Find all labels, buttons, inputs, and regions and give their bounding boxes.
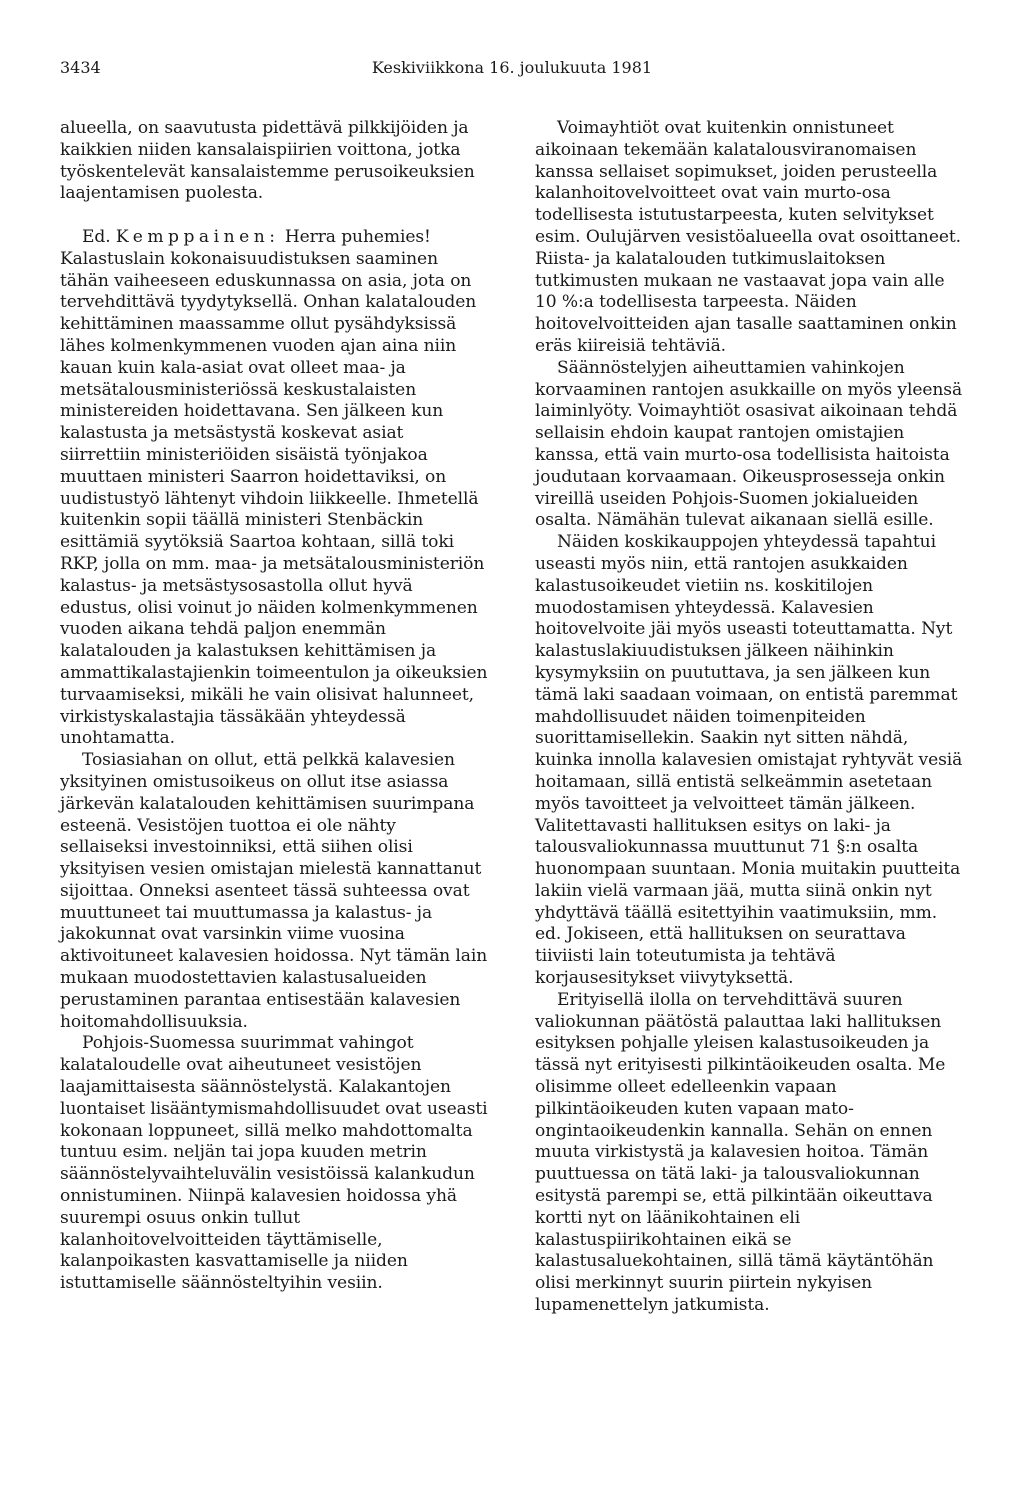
right-column — [535, 118, 963, 1317]
left-column — [60, 118, 488, 1295]
paragraph: alueella, on saavutusta pidettävä pilkkijöiden ja kaikkien niiden kansalaispiirien voittona, jotka työskentelevät kansalaistemme perusoikeuksien laajentamisen puolesta. — [60, 118, 475, 204]
speech-text: Herra puhemies! Kalastuslain kokonaisuudistuksen saaminen tähän vaiheeseen eduskunnassa on asia, jota on tervehdittävä tyydytyksellä. Onhan kalatalouden kehittäminen maassamme ollut pysähdyksissä lähes kolmenkymmenen vuoden ajan aina niin kauan kuin kala-asiat ovat olleet maa- ja metsätalousministeriössä keskustalaisten ministereiden hoidettavana. Sen jälkeen kun kalastusta ja metsästystä koskevat asiat siirrettiin ministeriöiden sisäistä työnjakoa muuttaen ministeri Saarron hoidettaviksi, on uudistustyö lähtenyt vihdoin liikkeelle. Ihmetellä kuitenkin sopii täällä ministeri Stenbäckin esittämiä syytöksiä Saartoa kohtaan, sillä toki RKP, jolla on mm. maa- ja metsätalousministeriön kalastus- ja metsästysosastolla ollut hyvä edustus, olisi voinut jo näiden kolmenkymmenen vuoden aikana tehdä paljon enemmän kalatalouden ja kalastuksen kehittämisen ja ammattikalastajienkin toimeentulon ja oikeuksien turvaamiseksi, mikäli he vain olisivat halunneet, virkistyskalastajia tässäkään yhteydessä unohtamatta. — [60, 226, 488, 749]
speaker-name: Kemppainen: — [115, 226, 280, 247]
page-number: 3434 — [60, 58, 101, 77]
speaker-prefix: Ed. — [82, 226, 111, 247]
paragraph: Pohjois-Suomessa suurimmat vahingot kalataloudelle ovat aiheutuneet vesistöjen laajamittaisesta säännöstelystä. Kalakantojen luontaiset lisääntymismahdollisuudet ovat useasti kokonaan loppuneet, sillä melko mahdottomalta tuntuu esim. neljän tai jopa kuuden metrin säännöstelyvaihteluvälin vesistöissä kalankudun onnistuminen. Niinpä kalavesien hoidossa yhä suurempi osuus onkin tullut kalanhoitovelvoitteiden täyttämiselle, kalanpoikasten kasvattamiselle ja niiden istuttamiselle säännösteltyihin vesiin. — [60, 1033, 488, 1294]
page-header — [60, 58, 964, 86]
paragraph: Näiden koskikauppojen yhteydessä tapahtui useasti myös niin, että rantojen asukkaiden kalastusoikeudet vietiin ns. koskitilojen muodostamisen yhteydessä. Kalavesien hoitovelvoite jäi myös useasti toteuttamatta. Nyt kalastuslakiuudistuksen jälkeen näihinkin kysymyksiin on puututtava, ja sen jälkeen kun tämä laki saadaan voimaan, on entistä paremmat mahdollisuudet näiden toimenpiteiden suorittamisellekin. Saakin nyt sitten nähdä, kuinka innolla kalavesien omistajat ryhtyvät vesiä hoitamaan, sillä entistä selkeämmin asetetaan myös tavoitteet ja velvoitteet tämän jälkeen. Valitettavasti hallituksen esitys on laki- ja talousvaliokunnassa muuttunut 71 §:n osalta huonompaan suuntaan. Monia muitakin puutteita lakiin vielä varmaan jää, mutta siinä onkin nyt yhdyttävä täällä esitettyihin vaatimuksiin, mm. ed. Jokiseen, että hallituksen on seurattava tiiviisti lain toteutumista ja tehtävä korjausesitykset viivytyksettä. — [535, 532, 963, 989]
session-date: Keskiviikkona 16. joulukuuta 1981 — [371, 58, 653, 77]
paragraph: Tosiasiahan on ollut, että pelkkä kalavesien yksityinen omistusoikeus on ollut itse asiassa järkevän kalatalouden kehittämisen suurimpana esteenä. Vesistöjen tuottoa ei ole nähty sellaiseksi investoinniksi, että siihen olisi yksityisen vesien omistajan mielestä kannattanut sijoittaa. Onneksi asenteet tässä suhteessa ovat muuttuneet tai muuttumassa ja kalastus- ja jakokunnat ovat varsinkin viime vuosina aktivoituneet kalavesien hoidossa. Nyt tämän lain mukaan muodostettavien kalastusalueiden perustaminen parantaa entisestään kalavesien hoitomahdollisuuksia. — [60, 750, 488, 1032]
paragraph: Voimayhtiöt ovat kuitenkin onnistuneet aikoinaan tekemään kalatalousviranomaisen kanssa sellaiset sopimukset, joiden perusteella kalanhoitovelvoitteet ovat vain murto-osa todellisesta istutustarpeesta, kuten selvitykset esim. Oulujärven vesistöalueella ovat osoittaneet. Riista- ja kalatalouden tutkimuslaitoksen tutkimusten mukaan ne vastaavat jopa vain alle 10 %:a todellisesta tarpeesta. Näiden hoitovelvoitteiden ajan tasalle saattaminen onkin eräs kiireisiä tehtäviä. — [535, 118, 961, 356]
paragraph: Säännöstelyjen aiheuttamien vahinkojen korvaaminen rantojen asukkaille on myös yleensä laiminlyöty. Voimayhtiöt osasivat aikoinaan tehdä sellaisin ehdoin kaupat rantojen omistajien kanssa, että vain murto-osa todellisista haitoista joudutaan korvaamaan. Oikeusprosesseja onkin vireillä useiden Pohjois-Suomen jokialueiden osalta. Nämähän tulevat aikanaan siellä esille. — [535, 357, 963, 531]
speech-paragraph — [60, 227, 488, 750]
paragraph: Erityisellä ilolla on tervehdittävä suuren valiokunnan päätöstä palauttaa laki hallituksen esityksen pohjalle yleisen kalastusoikeuden ja tässä nyt erityisesti pilkintäoikeuden osalta. Me olisimme olleet edelleenkin vapaan pilkintäoikeuden kuten vapaan mato-ongintaoikeudenkin kannalla. Sehän on ennen muuta virkistystä ja kalavesien hoitoa. Tämän puuttuessa on tätä laki- ja talousvaliokunnan esitystä parempi se, että pilkintään oikeuttava kortti nyt on läänikohtainen eli kalastuspiirikohtainen eikä se kalastusaluekohtainen, sillä tämä käytäntöhän olisi merkinnyt suurin piirtein nykyisen lupamenettelyn jatkumista. — [535, 989, 946, 1316]
